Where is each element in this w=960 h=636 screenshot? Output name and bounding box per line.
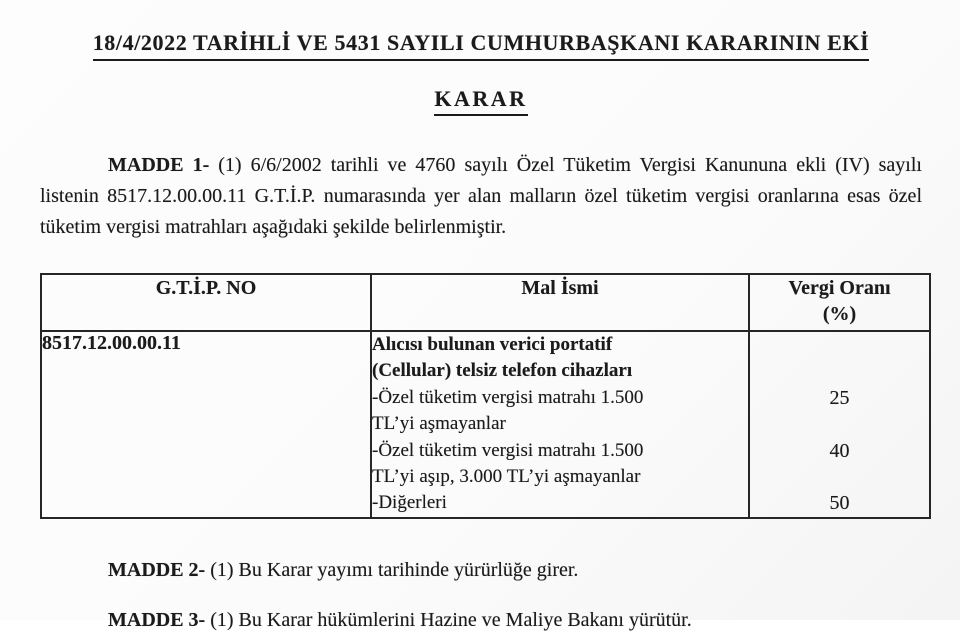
article-1-label: MADDE 1- [108,154,210,176]
goods-line: TL’yi aşıp, 3.000 TL’yi aşmayanlar [372,465,641,487]
article-1-text: (1) 6/6/2002 tarihli ve 4760 sayılı Özel Tüketim Vergisi Kanununa ekli (IV) sayılı listenin 8517.12.00.00.11 G.T.İ.P. numarasında yer alan malların özel tüketim vergisi oranlarına esas özel tüketim vergisi matrahları aşağıdaki şekilde belirlenmiştir. [40,154,922,238]
article-3-label: MADDE 3- [108,608,206,631]
rate-value: 25 [829,386,850,409]
document-title: 18/4/2022 TARİHLİ VE 5431 SAYILI CUMHURBAŞKANI KARARININ EKİ [93,30,870,61]
article-2-text: (1) Bu Karar yayımı tarihinde yürürlüğe girer. [205,558,579,581]
header-gtip-no: G.T.İ.P. NO [41,274,371,331]
goods-line: TL’yi aşmayanlar [372,413,506,435]
goods-line: Alıcısı bulunan verici portatif [372,334,613,355]
goods-line: -Özel tüketim vergisi matrahı 1.500 [372,439,644,461]
tax-rate-table [40,273,931,519]
rate-line [750,411,929,437]
rate-value: 50 [829,492,850,515]
header-mal-ismi: Mal İsmi [371,274,749,331]
table-row [41,331,930,518]
article-1 [40,150,922,243]
header-vergi-orani [749,274,930,331]
article-3 [40,605,922,636]
goods-line: -Diğerleri [372,492,447,514]
article-2 [40,555,922,586]
table-header-row [41,274,930,331]
rate-line [750,358,929,384]
goods-line: -Özel tüketim vergisi matrahı 1.500 [372,386,644,408]
rate-value: 40 [829,439,850,462]
header-vergi-orani-line1: Vergi Oranı [788,277,891,299]
tax-rate-cell [749,331,930,518]
goods-description-cell [371,331,749,518]
article-2-label: MADDE 2- [108,558,206,581]
rate-line [750,464,929,490]
rate-line [750,332,929,358]
document-subtitle: KARAR [434,86,527,116]
goods-line: (Cellular) telsiz telefon cihazları [372,360,633,382]
gtip-number-cell: 8517.12.00.00.11 [41,331,371,518]
header-vergi-orani-line2: (%) [822,303,857,326]
article-3-text: (1) Bu Karar hükümlerini Hazine ve Maliye Bakanı yürütür. [205,608,692,631]
